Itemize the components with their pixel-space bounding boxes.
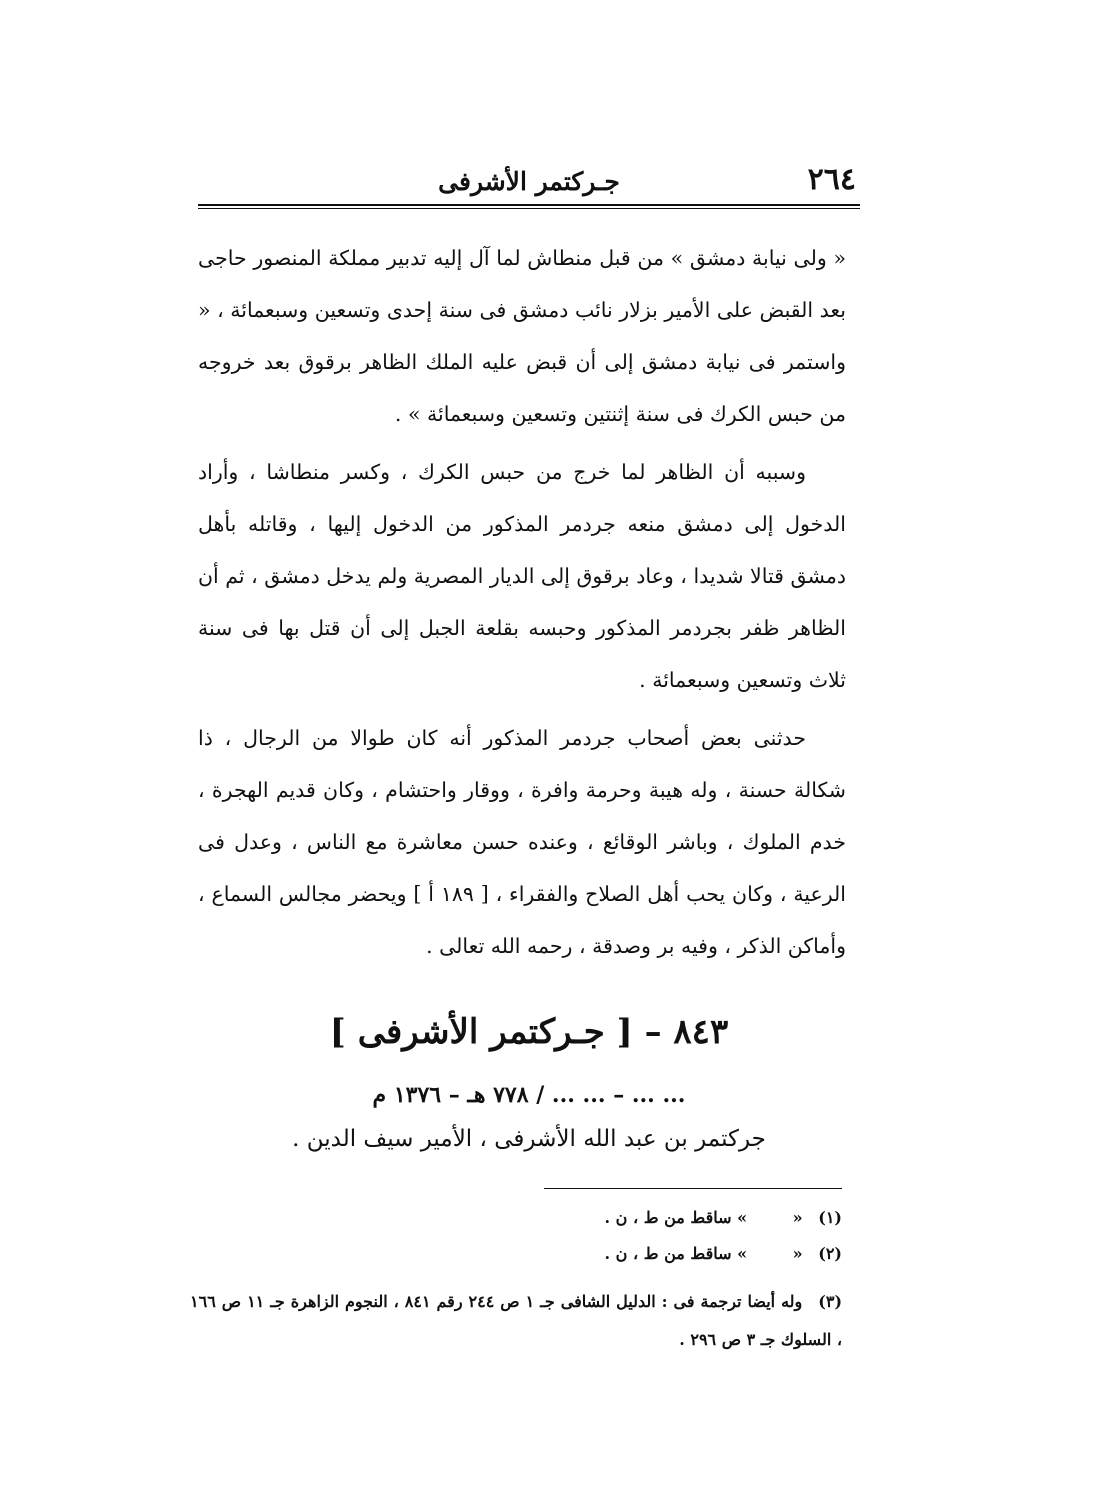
paragraph-1: « ولى نيابة دمشق » من قبل منطاش لما آل إليه تدبير مملكة المنصور حاجى بعد القبض على الأمير بزلار نائب دمشق فى سنة إحدى وتسعين وسبعمائة ، « واستمر فى نيابة دمشق إلى أن قبض عليه الملك الظاهر برقوق بعد خروجه من حبس الكرك فى سنة إثنتين وتسعين وسبعمائة » . bbox=[198, 246, 846, 426]
footnote-marker: (٣) bbox=[818, 1292, 843, 1311]
footnote-rule bbox=[544, 1188, 842, 1189]
footnote-text: وله أيضا ترجمة فى : الدليل الشافى جـ ١ ص ٢٤٤ رقم ٨٤١ ، النجوم الزاهرة جـ ١١ ص ١٦٦ ، السلوك جـ ٣ ص ٢٩٦ . bbox=[190, 1292, 842, 1349]
footnote-text: » ساقط من ط ، ن . bbox=[604, 1244, 748, 1263]
entry-name-line: جركتمر بن عبد الله الأشرفى ، الأمير سيف الدين . bbox=[292, 1126, 766, 1152]
page-number: ٢٦٤ bbox=[807, 162, 856, 197]
footnote-marker: (١) bbox=[818, 1208, 842, 1227]
footnote-quote: « bbox=[792, 1208, 803, 1227]
header-rule bbox=[198, 204, 860, 209]
footnote-marker: (٢) bbox=[818, 1244, 842, 1263]
paragraph-2: وسببه أن الظاهر لما خرج من حبس الكرك ، وكسر منطاشا ، وأراد الدخول إلى دمشق منعه جردمر المذكور من الدخول إليها ، وقاتله بأهل دمشق قتالا شديدا ، وعاد برقوق إلى الديار المصرية ولم يدخل دمشق ، ثم أن الظاهر ظفر بجردمر المذكور وحبسه بقلعة الجبل إلى أن قتل بها فى سنة ثلاث وتسعين وسبعمائة . bbox=[197, 460, 846, 692]
body-text bbox=[198, 232, 846, 972]
footnote-3 bbox=[190, 1283, 842, 1359]
entry-dates: ... ... – ... ... / ٧٧٨ هـ – ١٣٧٦ م bbox=[372, 1082, 686, 1108]
footnote-text: » ساقط من ط ، ن . bbox=[604, 1208, 748, 1227]
running-title: جـركتمر الأشرفى bbox=[438, 166, 620, 196]
entry-heading: ٨٤٣ – [ جـركتمر الأشرفى ] bbox=[329, 1012, 729, 1052]
paragraph-3: حدثنى بعض أصحاب جردمر المذكور أنه كان طوالا من الرجال ، ذا شكالة حسنة ، وله هيبة وحرمة وافرة ، ووقار واحتشام ، وكان قديم الهجرة ، خدم الملوك ، وباشر الوقائع ، وعنده حسن معاشرة مع الناس ، وعدل فى الرعية ، وكان يحب أهل الصلاح والفقراء ، [ ١٨٩ أ ] ويحضر مجالس السماع ، وأماكن الذكر ، وفيه بر وصدقة ، رحمه الله تعالى . bbox=[198, 726, 846, 958]
footnote-2 bbox=[605, 1244, 842, 1263]
footnote-1 bbox=[605, 1208, 842, 1227]
page-header bbox=[198, 160, 860, 202]
footnote-quote: « bbox=[792, 1244, 803, 1263]
